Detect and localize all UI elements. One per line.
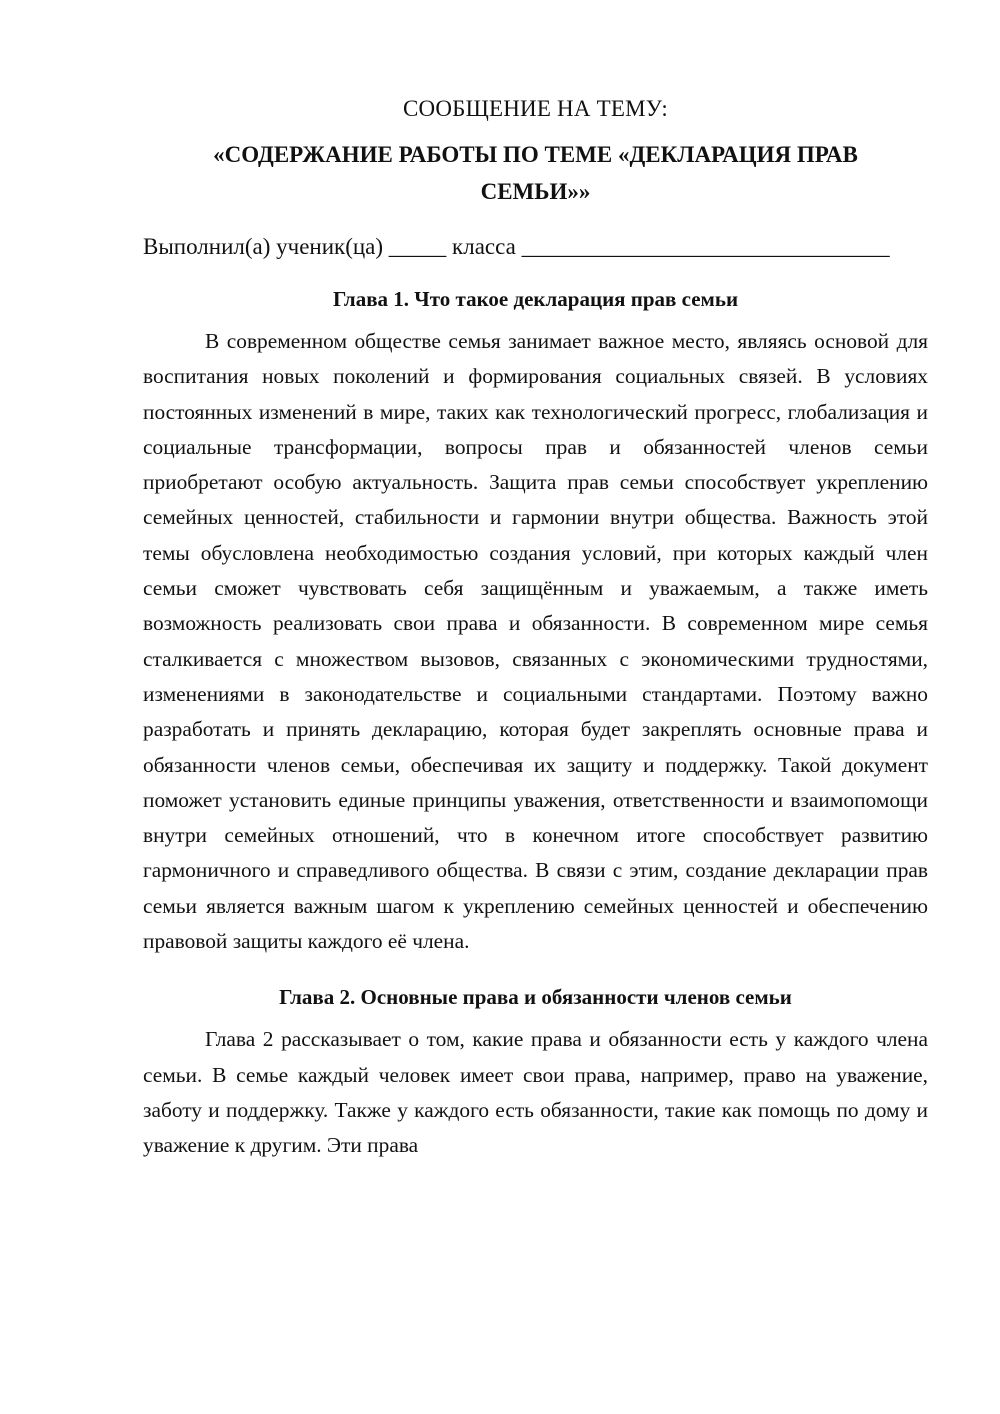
chapter-1-title: Глава 1. Что такое декларация прав семьи <box>332 287 739 311</box>
document-header: СООБЩЕНИЕ НА ТЕМУ: <box>403 96 668 121</box>
chapter-1-paragraph: В современном обществе семья занимает важное место, являясь основой для воспитания новых поколений и формирования социальных связей. В условиях постоянных изменений в мире, таких как технологический прогресс, глобализация и социальные трансформации, вопросы прав и обязанностей членов семьи приобретают особую актуальность. Защита прав семьи способствует укреплению семейных ценностей, стабильности и гармонии внутри общества. Важность этой темы обусловлена необходимостью создания условий, при которых каждый член семьи сможет чувствовать себя защищённым и уважаемым, а также иметь возможность реализовать свои права и обязанности. В современном мире семья сталкивается с множеством вызовов, связанных с экономическими трудностями, изменениями в законодательстве и социальными стандартами. Поэтому важно разработать и принять декларацию, которая будет закреплять основные права и обязанности членов семьи, обеспечивая их защиту и поддержку. Такой документ поможет установить единые принципы уважения, ответственности и взаимопомощи внутри семейных отношений, что в конечном итоге способствует развитию гармоничного и справедливого общества. В связи с этим, создание декларации прав семьи является важным шагом к укреплению семейных ценностей и обеспечению правовой защиты каждого её члена. <box>143 329 928 954</box>
author-line: Выполнил(а) ученик(ца) _____ класса ________________________________ <box>143 234 890 259</box>
document-page <box>143 92 928 1164</box>
chapter-2-title: Глава 2. Основные права и обязанности членов семьи <box>279 985 792 1010</box>
document-title: «СОДЕРЖАНИЕ РАБОТЫ ПО ТЕМЕ «ДЕКЛАРАЦИЯ ПРАВ СЕМЬИ»» <box>213 142 858 204</box>
chapter-2-paragraph: Глава 2 рассказывает о том, какие права и обязанности есть у каждого члена семьи. В семье каждый человек имеет свои права, например, право на уважение, заботу и поддержку. Также у каждого есть обязанности, такие как помощь по дому и уважение к другим. Эти права <box>143 1027 928 1158</box>
